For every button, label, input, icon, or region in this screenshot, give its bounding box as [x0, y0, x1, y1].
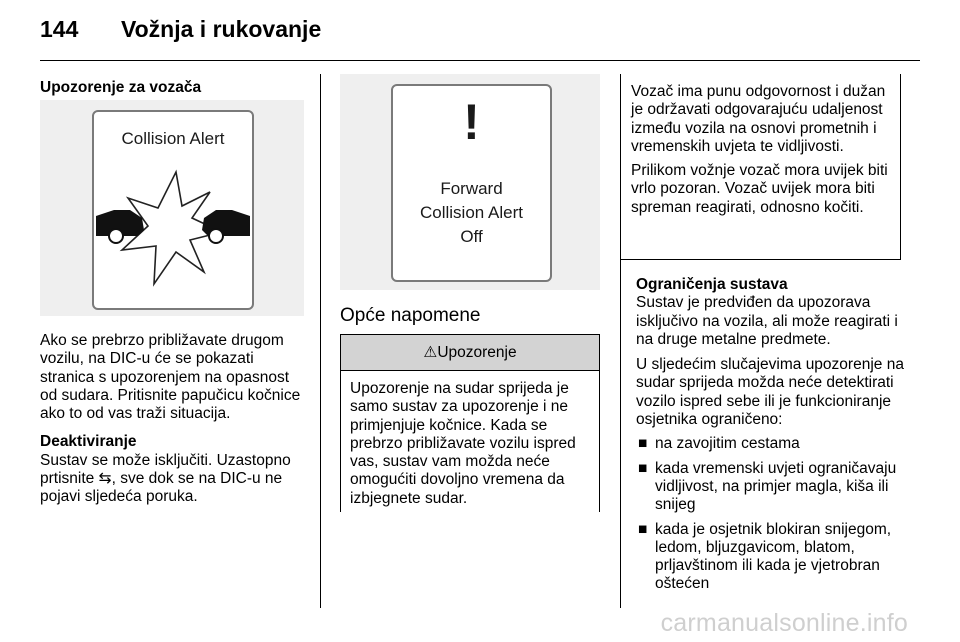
warning-label: Upozorenje: [437, 344, 517, 361]
column-divider-1: [320, 74, 321, 608]
fcw-line-collision-alert: Collision Alert: [420, 203, 523, 222]
deactivation-text-end: , sve dok se na DIC-u ne pojavi sljedeća poruka.: [40, 470, 283, 506]
limits-paragraph-2: U sljedećim slučajevima upozorenje na sudar sprijeda možda neće detektirati vozilo ispred sebe ili je funkcioniranje osjetnika ograničeno:: [636, 356, 904, 429]
settings-button-icon: ⇆: [98, 470, 112, 488]
subheading-deactivation: Deaktiviranje: [40, 433, 137, 451]
list-item: ■ kada vremenski uvjeti ograničavaju vidljivost, na primjer magla, kiša ili snijeg: [638, 459, 897, 514]
warning-text: Upozorenje na sudar sprijeda je samo sustav za upozorenje i ne primjenjuje kočnice. Kada se prebrzo približavate vozilu ispred vas, sustav vam možda neće omogućiti dovoljno vremena da izbjegnete sudar.: [350, 380, 576, 507]
responsibility-paragraph-1: Vozač ima punu odgovornost i dužan je održavati odgovarajuću udaljenost između vozila na osnovi prometnih i vremenskih uvjeta te vidljivosti.: [631, 83, 886, 155]
warning-box: [340, 334, 600, 512]
deactivation-text-start: Sustav se može isključiti. Uzastopno prtisnite: [40, 451, 291, 488]
column-1-text: [40, 332, 308, 507]
list-item: ■ na zavojitim cestama: [638, 435, 800, 453]
header-rule: [40, 60, 920, 61]
car-right-icon: [202, 210, 250, 243]
page-header: [40, 16, 920, 56]
chapter-title: Vožnja i rukovanje: [121, 16, 322, 42]
warning-triangle-icon: ⚠: [423, 344, 438, 361]
list-item: ■ kada je osjetnik blokiran snijegom, ledom, bljuzgavicom, blatom, prljavštinom ili kada je vjetrobran oštećen: [638, 520, 892, 593]
driver-responsibility-box: [620, 74, 901, 260]
column-3-text: [636, 276, 906, 594]
warning-header: [341, 334, 599, 371]
collision-panel-title: Collision Alert: [121, 129, 225, 148]
bullet-icon: ■: [638, 520, 648, 538]
watermark[interactable]: carmanualsonline.info: [660, 609, 908, 637]
collision-icon: [92, 160, 254, 300]
responsibility-paragraph-2: Prilikom vožnje vozač mora uvijek biti vrlo pozoran. Vozač uvijek mora biti spreman reagirati, odnosno kočiti.: [631, 162, 888, 216]
fcw-line-off: Off: [460, 227, 483, 246]
paragraph-deactivation: [40, 452, 308, 507]
bullet-icon: ■: [638, 435, 648, 453]
subheading-system-limits: Ograničenja sustava: [636, 276, 788, 293]
fcw-off-figure: [391, 84, 552, 282]
paragraph-approach: Ako se prebrzo približavate drugom vozilu, na DIC-u će se pokazati stranica s upozorenjem na opasnost od sudara. Pritisnite papučicu kočnice ako to od vas traži situacija.: [40, 332, 301, 423]
bullet-icon: ■: [638, 459, 648, 477]
page-number: 144: [40, 16, 79, 42]
fcw-line-forward: Forward: [440, 179, 503, 198]
section-heading-driver-alert: Upozorenje za vozača: [40, 79, 202, 96]
limits-paragraph-1: Sustav je predviđen da upozorava isključivo na vozila, ali može reagirati i na druge metalne predmete.: [636, 294, 898, 348]
exclamation-icon: !: [463, 94, 480, 150]
section-heading-general: Opće napomene: [340, 305, 481, 326]
limits-list: [636, 435, 906, 593]
column-1: [40, 79, 310, 97]
